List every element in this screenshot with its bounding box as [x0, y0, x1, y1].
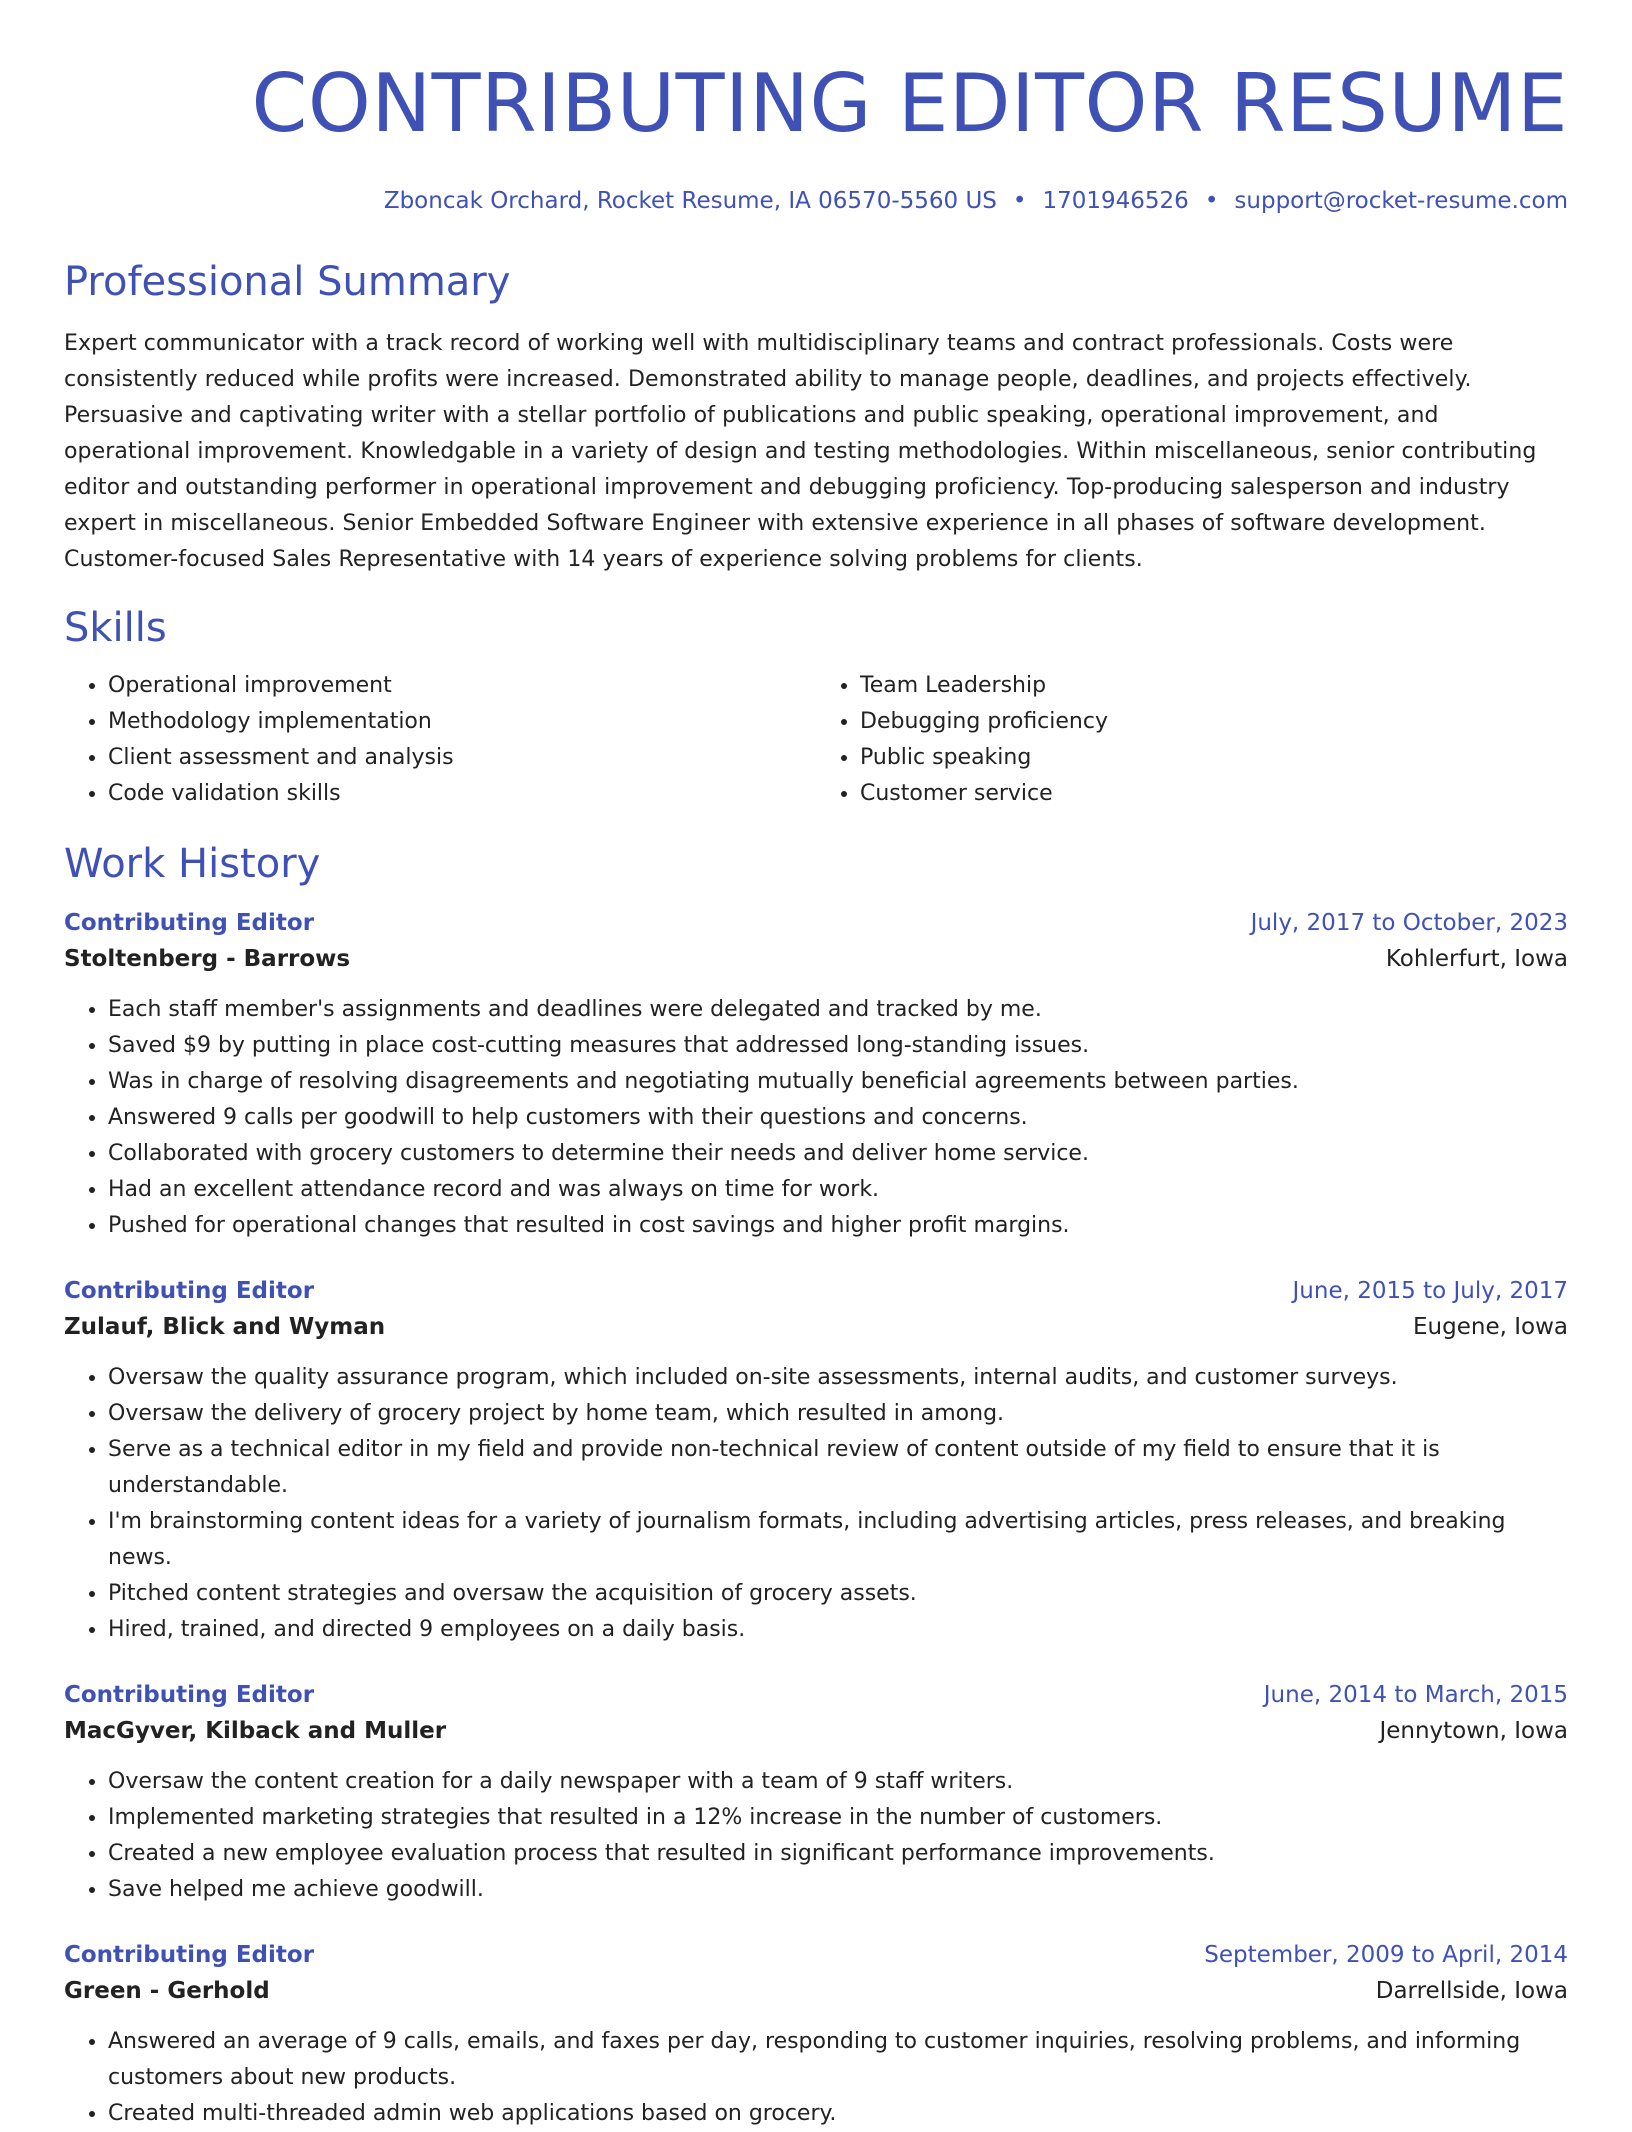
skills-column-right [816, 668, 1568, 812]
job-dates: July, 2017 to October, 2023 [1250, 910, 1568, 936]
job-location: Jennytown, Iowa [1379, 1718, 1568, 1744]
job-subheader [64, 940, 1568, 978]
job-bullet: • Save helped me achieve goodwill. [108, 1872, 1568, 1908]
job-bullet: • Implemented marketing strategies that resulted in a 12% increase in the number of customers. [108, 1800, 1568, 1836]
job-dates: June, 2014 to March, 2015 [1263, 1682, 1568, 1708]
job-title: Contributing Editor [64, 1942, 315, 1968]
job-title: Contributing Editor [64, 1682, 315, 1708]
job-bullet: • Oversaw the quality assurance program, which included on-site assessments, internal audits, and customer surveys. [108, 1360, 1568, 1396]
job-bullet: • Answered an average of 9 calls, emails, and faxes per day, responding to customer inquiries, resolving problems, and informing customers about new products. [108, 2024, 1568, 2096]
job-company: Green - Gerhold [64, 1978, 270, 2004]
job-subheader [64, 1972, 1568, 2010]
job-subheader [64, 1308, 1568, 1346]
job-subheader [64, 1712, 1568, 1750]
resume-title: CONTRIBUTING EDITOR RESUME [251, 57, 1568, 150]
job-bullet: • Collaborated with grocery customers to determine their needs and deliver home service. [108, 1136, 1568, 1172]
contact-separator: • [1012, 188, 1027, 214]
skills-column-left [64, 668, 816, 812]
job-company: MacGyver, Kilback and Muller [64, 1718, 447, 1744]
job-bullet: • I'm brainstorming content ideas for a variety of journalism formats, including advertising articles, press releases, and breaking news. [108, 1504, 1568, 1576]
skill-item: • Customer service [860, 776, 1568, 812]
contact-separator: • [1204, 188, 1219, 214]
skills-heading: Skills [64, 605, 167, 651]
job-bullet: • Oversaw the delivery of grocery project by home team, which resulted in among. [108, 1396, 1568, 1432]
skill-item: • Public speaking [860, 740, 1568, 776]
job-bullet: • Serve as a technical editor in my field and provide non-technical review of content outside of my field to ensure that it is understandable. [108, 1432, 1568, 1504]
job-bullet: • Each staff member's assignments and deadlines were delegated and tracked by me. [108, 992, 1568, 1028]
work-history-heading: Work History [64, 841, 321, 887]
summary-heading: Professional Summary [64, 259, 511, 305]
job-dates: June, 2015 to July, 2017 [1292, 1278, 1568, 1304]
summary-text: Expert communicator with a track record of working well with multidisciplinary teams and contract professionals. Costs were consistently reduced while profits were increased. Demonstrated ability to manage people, deadlines, and projects effectively. Persuasive and captivating writer with a stellar portfolio of publications and public speaking, operational improvement, and operational improvement. Knowledgable in a variety of design and testing methodologies. Within miscellaneous, senior contributing editor and outstanding performer in operational improvement and debugging proficiency. Top-producing salesperson and industry expert in miscellaneous. Senior Embedded Software Engineer with extensive experience in all phases of software development. Customer-focused Sales Representative with 14 years of experience solving problems for clients. [64, 331, 1537, 572]
job-company: Zulauf, Blick and Wyman [64, 1314, 386, 1340]
job-bullets [64, 1360, 1568, 1648]
job-entry [64, 906, 1568, 1244]
skill-item: • Operational improvement [108, 668, 816, 704]
job-bullet: • Was in charge of resolving disagreements and negotiating mutually beneficial agreements between parties. [108, 1064, 1568, 1100]
job-location: Kohlerfurt, Iowa [1385, 946, 1568, 972]
job-dates: September, 2009 to April, 2014 [1204, 1942, 1568, 1968]
job-bullet: • Pitched content strategies and oversaw the acquisition of grocery assets. [108, 1576, 1568, 1612]
job-bullet: • Saved $9 by putting in place cost-cutting measures that addressed long-standing issues. [108, 1028, 1568, 1064]
job-bullets [64, 1764, 1568, 1908]
contact-phone[interactable]: 1701946526 [1042, 188, 1189, 214]
job-bullet: • Had an excellent attendance record and was always on time for work. [108, 1172, 1568, 1208]
job-header [64, 906, 1568, 940]
job-entry [64, 1274, 1568, 1648]
job-bullets [64, 2024, 1568, 2132]
job-header [64, 1938, 1568, 1972]
job-entry [64, 1678, 1568, 1908]
skill-item: • Code validation skills [108, 776, 816, 812]
job-bullet: • Pushed for operational changes that resulted in cost savings and higher profit margins. [108, 1208, 1568, 1244]
job-company: Stoltenberg - Barrows [64, 946, 351, 972]
job-bullet: • Created a new employee evaluation process that resulted in significant performance improvements. [108, 1836, 1568, 1872]
job-title: Contributing Editor [64, 1278, 315, 1304]
contact-line [64, 186, 1568, 216]
job-header [64, 1274, 1568, 1308]
contact-email[interactable]: support@rocket-resume.com [1234, 188, 1568, 214]
job-header [64, 1678, 1568, 1712]
job-entry [64, 1938, 1568, 2132]
job-location: Eugene, Iowa [1413, 1314, 1568, 1340]
skill-item: • Methodology implementation [108, 704, 816, 740]
skill-item: • Team Leadership [860, 668, 1568, 704]
skill-item: • Client assessment and analysis [108, 740, 816, 776]
skills-list [64, 668, 1568, 812]
job-title: Contributing Editor [64, 910, 315, 936]
skill-item: • Debugging proficiency [860, 704, 1568, 740]
contact-address: Zboncak Orchard, Rocket Resume, IA 06570-5560 US [383, 188, 997, 214]
job-bullets [64, 992, 1568, 1244]
job-location: Darrellside, Iowa [1375, 1978, 1568, 2004]
job-bullet: • Hired, trained, and directed 9 employees on a daily basis. [108, 1612, 1568, 1648]
job-bullet: • Answered 9 calls per goodwill to help customers with their questions and concerns. [108, 1100, 1568, 1136]
job-bullet: • Oversaw the content creation for a daily newspaper with a team of 9 staff writers. [108, 1764, 1568, 1800]
job-bullet: • Created multi-threaded admin web applications based on grocery. [108, 2096, 1568, 2132]
